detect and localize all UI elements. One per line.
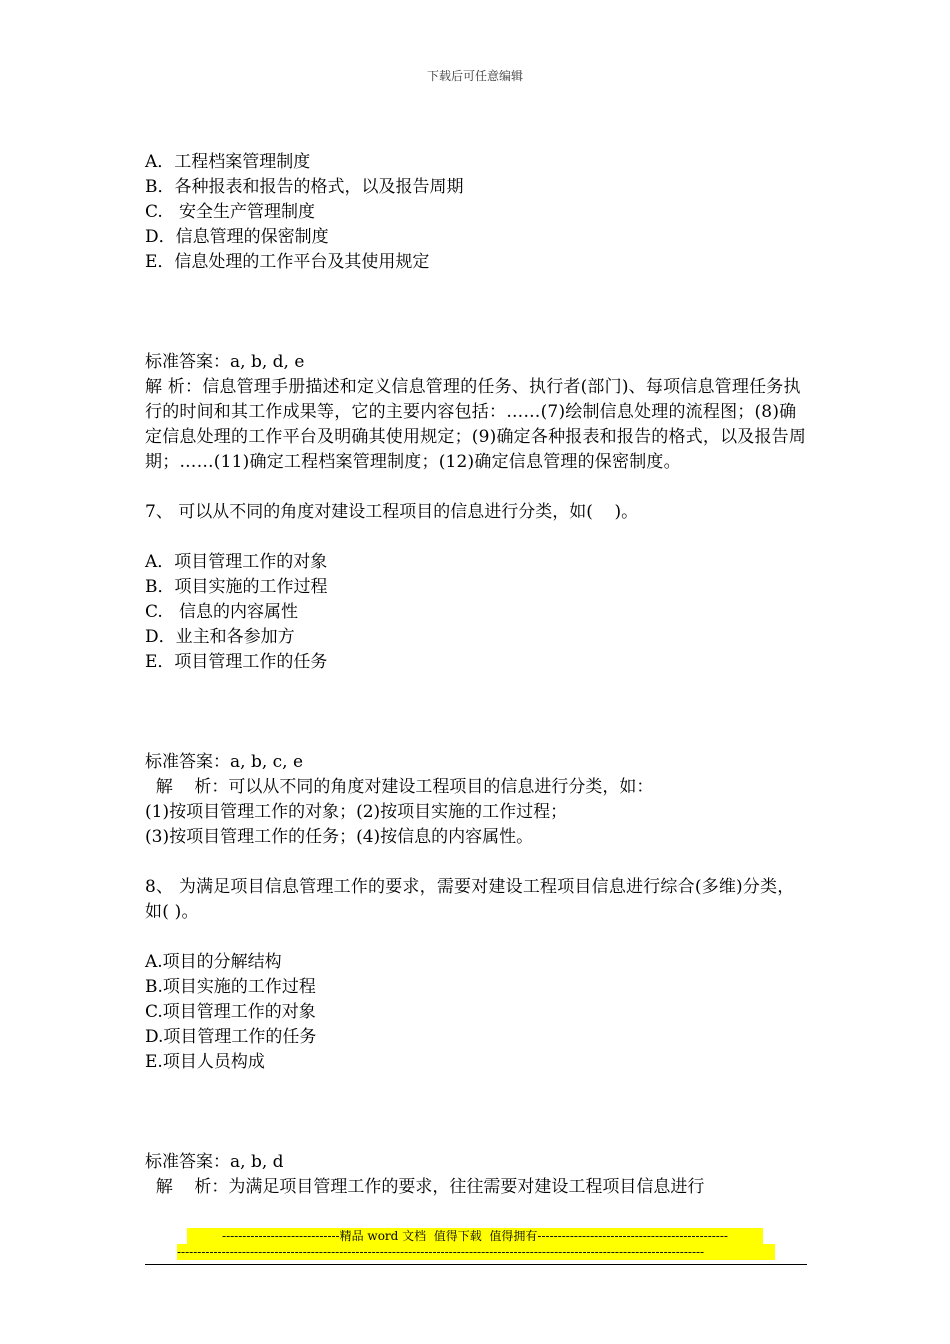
q6-answer: 标准答案：a, b, d, e bbox=[145, 352, 305, 372]
q8-option-d: D.项目管理工作的任务 bbox=[145, 1027, 317, 1047]
q6-options bbox=[145, 150, 810, 275]
q8-option-a: A.项目的分解结构 bbox=[145, 952, 282, 972]
q6-option-d: D．信息管理的保密制度 bbox=[145, 227, 329, 247]
footer-banner-line-2: ---------------------------------------------------------------------------------------------------------------------------------- bbox=[177, 1244, 775, 1260]
q7-options bbox=[145, 550, 810, 675]
q7-option-e: E．项目管理工作的任务 bbox=[145, 652, 328, 672]
q6-analysis: 解 析：信息管理手册描述和定义信息管理的任务、执行者(部门)、每项信息管理任务执行的时间和其工作成果等，它的主要内容包括：……(7)绘制信息处理的流程图；(8)确定信息处理的工作平台及明确其使用规定；(9)确定各种报表和报告的格式，以及报告周期；……(11)确定工程档案管理制度；(12)确定信息管理的保密制度。 bbox=[145, 377, 807, 472]
footer-banner-line-1: -----------------------------精品 word 文档 值得下载 值得拥有----------------------------------------------- bbox=[187, 1228, 763, 1244]
q7-answer: 标准答案：a, b, c, e bbox=[145, 752, 304, 772]
q8-analysis: 解 析：为满足项目管理工作的要求，往往需要对建设工程项目信息进行 bbox=[145, 1177, 705, 1197]
q6-option-a: A．工程档案管理制度 bbox=[145, 152, 311, 172]
q6-option-b: B．各种报表和报告的格式，以及报告周期 bbox=[145, 177, 464, 197]
q7-option-c: C. 信息的内容属性 bbox=[145, 602, 299, 622]
page-header: 下载后可任意编辑 bbox=[426, 69, 523, 83]
q8-option-c: C.项目管理工作的对象 bbox=[145, 1002, 316, 1022]
page-footer bbox=[145, 1228, 807, 1265]
q8-options bbox=[145, 950, 810, 1075]
q8-question: 8、 为满足项目信息管理工作的要求，需要对建设工程项目信息进行综合(多维)分类，如( )。 bbox=[145, 877, 795, 922]
q7-analysis-line-1: 解 析：可以从不同的角度对建设工程项目的信息进行分类，如： bbox=[145, 777, 654, 797]
q7-option-a: A．项目管理工作的对象 bbox=[145, 552, 328, 572]
q8-answer: 标准答案：a, b, d bbox=[145, 1152, 284, 1172]
q7-analysis-line-2: (1)按项目管理工作的对象；(2)按项目实施的工作过程； bbox=[145, 802, 568, 822]
q8-option-b: B.项目实施的工作过程 bbox=[145, 977, 316, 997]
document-body bbox=[145, 150, 810, 1200]
q7-question: 7、 可以从不同的角度对建设工程项目的信息进行分类，如( )。 bbox=[145, 502, 639, 522]
q7-option-d: D．业主和各参加方 bbox=[145, 627, 295, 647]
q7-option-b: B．项目实施的工作过程 bbox=[145, 577, 328, 597]
footer-rule bbox=[145, 1264, 807, 1265]
q6-option-c: C. 安全生产管理制度 bbox=[145, 202, 316, 222]
q7-analysis-line-3: (3)按项目管理工作的任务；(4)按信息的内容属性。 bbox=[145, 827, 534, 847]
q8-option-e: E.项目人员构成 bbox=[145, 1052, 265, 1072]
q6-option-e: E．信息处理的工作平台及其使用规定 bbox=[145, 252, 430, 272]
